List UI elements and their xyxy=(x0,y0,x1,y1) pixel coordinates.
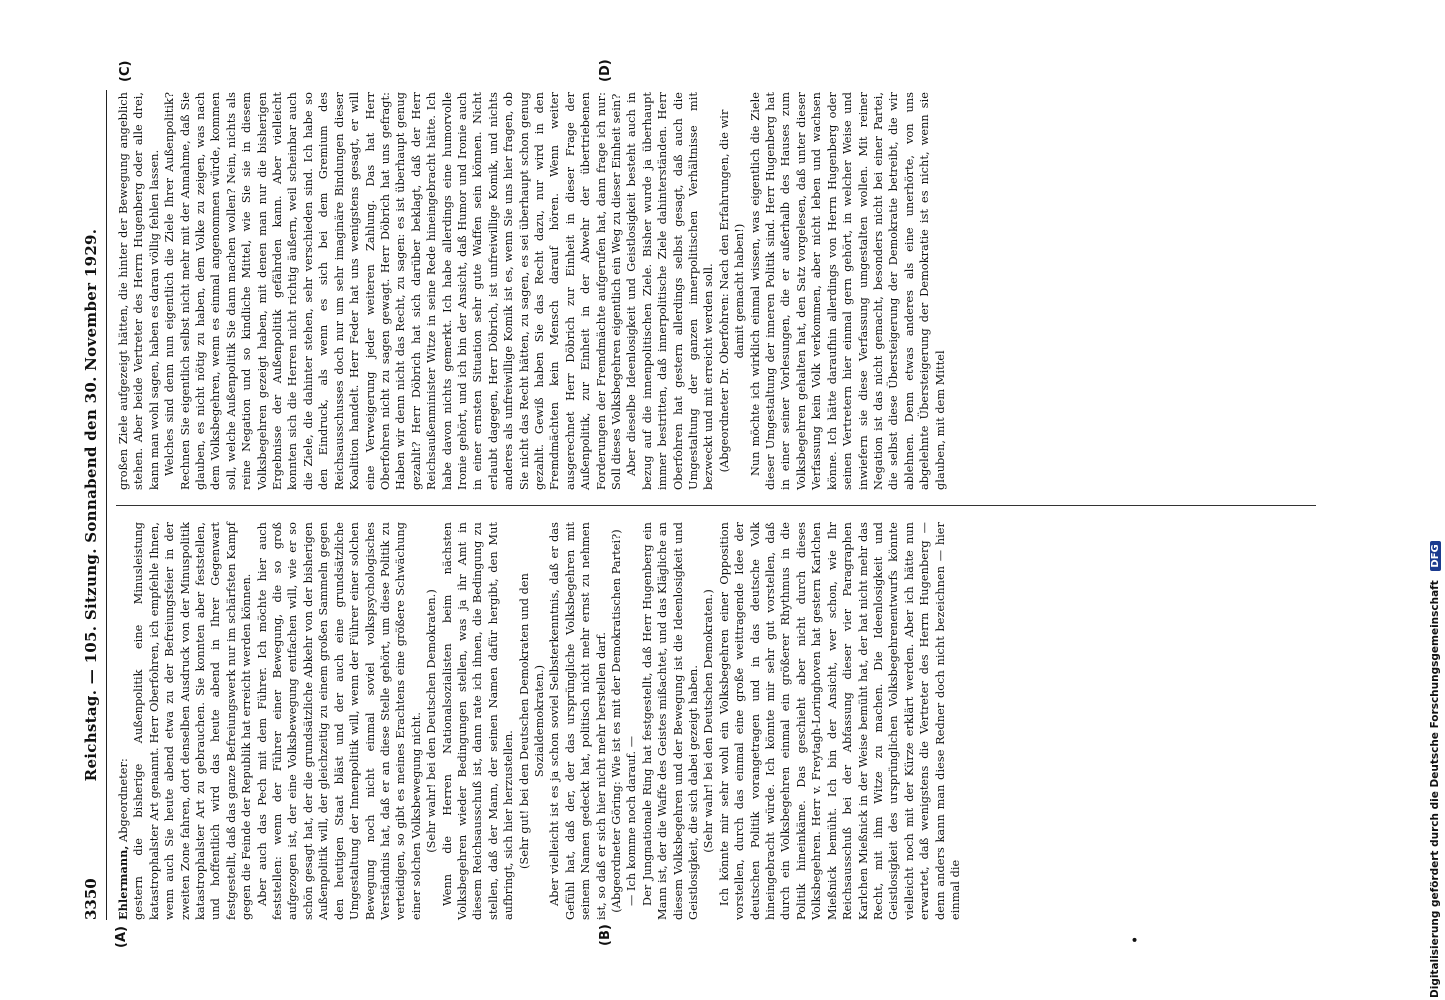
interjection: (Sehr wahr! bei den Deutschen Demokraten.) xyxy=(702,589,716,853)
page-header xyxy=(78,90,107,920)
paragraph: — Ich komme noch darauf. — xyxy=(625,735,639,906)
paragraph: Aber dieselbe Ideenlosigkeit und Geistlosigkeit besteht auch in bezug auf die innenpolitischen Ziele. Bisher wurde ja überhaupt immer bestritten, daß innerpolitische Ziele dahinterständen. Herr Oberfohren hat gestern allerdings selbst gesagt, daß auch die Umgestaltung der ganzen innerpolitischen Verhältnisse mit bezweckt und mit erreicht werden soll. xyxy=(625,92,716,490)
paragraph: Der Jungnationale Ring hat festgestellt, daß Herr Hugenberg ein Mann ist, der die Waffe des Geistes mißachtet, und das Klägliche an diesem Volksbegehren und der Bewegung ist die Ideenlosigkeit und Geistlosigkeit, die sich dabei gezeigt haben. xyxy=(640,522,701,920)
paragraph: Ehlermann, Abgeordneter: xyxy=(116,758,130,920)
paragraph: Ich könnte mir sehr wohl ein Volksbegehren einer Opposition vorstellen, durch das einmal eine große weittragende Idee der deutschen Politik vorangetragen und in das deutsche Volk hineingebracht würde. Ich könnte mir sehr gut vorstellen, daß durch ein Volksbegehren einmal ein größerer Rhythmus in die Politik hineinkäme. Das geschieht aber nicht durch dieses Volksbegehren. Herr v. Freytagh-Loringhoven hat gestern Karlchen Mießnick bemüht. Ich bin der Ansicht, wer schon, wie Ihr Reichsausschuß bei der Abfassung dieser vier Paragraphen Karlchen Mießnick in der Weise bemüht hat, der hat nicht mehr das Recht, mit ihm Witze zu machen. Die Ideenlosigkeit und Geistlosigkeit des ursprünglichen Volksbegehrenentwurfs könnte vielleicht noch mit der Kürze erklärt werden. Aber ich hätte nun erwartet, daß wenigstens die Vertreter des Herrn Hugenberg — denn anders kann man diese Redner doch nicht bezeichnen — hier einmal die xyxy=(717,522,962,920)
paragraph: Wenn die Herren Nationalsozialisten beim nächsten Volksbegehren wieder Bedingungen stellen, was ja ihr Amt in diesem Reichsausschuß ist, dann rate ich ihnen, die Bedingung zu stellen, daß der Mann, der seinen Namen dafür hergibt, den Mut aufbringt, sich hier herzustellen. xyxy=(440,522,516,920)
page-title: Reichstag. — 105. Sitzung. Sonnabend den 30. November 1929. xyxy=(82,228,100,782)
paragraph: gestern die bisherige Außenpolitik eine Minusleistung katastrophalster Art genannt. Herr Oberfohren, ich empfehle Ihnen, wenn auch Sie heute abend etwa zu der Befreiungsfeier in der zweiten Zone fahren, dort denselben Ausdruck von der Minuspolitik katastrophalster Art zu gebrauchen. Sie konnten aber feststellen, und hoffentlich wird das heute abend in Ihrer Gegenwart festgestellt, daß das ganze Befreiungswerk nur im schärfsten Kampf gegen die Feinde der Republik hat erreicht werden können. xyxy=(132,522,254,920)
paragraph: Aber vielleicht ist es ja schon soviel Selbsterkenntnis, daß er das Gefühl hat, daß der, der das ursprüngliche Volksbegehren mit seinem Namen gedeckt hat, politisch nicht mehr ernst zu nehmen ist, so daß er sich hier nicht mehr herstellen darf. xyxy=(548,522,608,920)
rotated-page-scan xyxy=(78,59,1338,948)
dfg-credit-text: Digitalisierung gefördert durch die Deutsche Forschungsgemeinschaft xyxy=(1429,580,1441,998)
column-divider xyxy=(116,505,1316,506)
paragraph: großen Ziele aufgezeigt hätten, die hinter der Bewegung angeblich stehen. Aber beide Vertreter des Herrn Hugenberg oder alle drei, kann man wohl sagen, haben es daran völlig fehlen lassen. xyxy=(117,92,161,490)
right-text-column xyxy=(116,92,948,490)
margin-marker-a: (A) xyxy=(114,926,129,948)
page-number: 3350 xyxy=(82,878,100,920)
paragraph: Nun möchte ich wirklich einmal wissen, was eigentlich die Ziele dieser Umgestaltung der inneren Politik sind. Herr Hugenberg hat in einer seiner Vorlesungen, die er außerhalb des Hauses zum Volksbegehren gehalten hat, den Satz vorgelesen, daß unter dieser Verfassung kein Volk verkommen, aber nicht leben und wachsen könne. Ich hätte daraufhin allerdings von Herrn Hugenberg oder seinen Vertretern hier einmal gern gehört, in welcher Weise und inwiefern sie diese Verfassung umgestalten wollen. Mit reiner Negation ist das nicht gemacht, besonders nicht bei einer Partei, die selbst diese Übersteigerung der Demokratie betreibt, die wir ablehnen. Denn etwas anderes als eine unerhörte, von uns abgelehnte Übersteigerung der Demokratie ist es nicht, wenn sie glauben, mit dem Mittel xyxy=(748,92,947,490)
dfg-logo: DFG xyxy=(1430,541,1441,570)
paragraph: Aber auch das Pech mit dem Führer. Ich möchte hier auch feststellen: wenn der Führer einer Bewegung, die so groß aufgezogen ist, der eine Volksbewegung entfachen will, wie er so schön gesagt hat, der die grundsätzliche Abkehr von der bisherigen Außenpolitik will, der gleichzeitig zu einem großen Sammeln gegen den heutigen Staat bläst und der auch eine grundsätzliche Umgestaltung der Innenpolitik will, wenn der Führer einer solchen Bewegung noch nicht einmal soviel volkspsychologisches Verständnis hat, daß er an diese Stelle gehört, um diese Politik zu verteidigen, so gibt es meines Erachtens eine größere Schwächung einer solchen Volksbewegung nicht. xyxy=(255,522,423,920)
margin-marker-c: (C) xyxy=(118,60,133,82)
margin-bullet-icon: • xyxy=(1128,935,1144,944)
left-text-column xyxy=(116,522,963,920)
interjection: (Abgeordneter Dr. Oberfohren: Nach den Erfahrungen, die wir damit gemacht haben!) xyxy=(717,109,747,473)
margin-marker-d: (D) xyxy=(598,59,613,82)
interjection: (Abgeordneter Göring: Wie ist es mit der Demokratischen Partei?) xyxy=(610,529,623,913)
margin-marker-b: (B) xyxy=(598,924,613,946)
interjection: (Sehr gut! bei den Deutschen Demokraten und den Sozialdemokraten.) xyxy=(517,573,546,869)
dfg-footer xyxy=(1429,8,1445,998)
paragraph: Welches sind denn nun eigentlich die Ziele Ihrer Außenpolitik? Rechnen Sie eigentlich selbst nicht mehr mit der Annahme, daß Sie glauben, es nicht nötig zu haben, dem Volke zu zeigen, was nach dem Volksbegehren, wenn es einmal angenommen würde, kommen soll, welche Außenpolitik Sie dann machen wollen? Nein, nichts als reine Negation und so kindliche Mittel, wie Sie sie in diesem Volksbegehren gezeigt haben, mit denen man nur die bisherigen Ergebnisse der Außenpolitik gefährden kann. Aber vielleicht konnten sich die Herren nicht richtig äußern, weil scheinbar auch die Ziele, die dahinter stehen, sehr verschieden sind. Ich habe so den Eindruck, als wenn es sich bei dem Gremium des Reichsausschusses doch nur um sehr imaginäre Bindungen dieser Koalition handelt. Herr Feder hat uns wenigstens gesagt, er will eine Verweigerung jeder weiteren Zahlung. Das hat Herr Oberfohren nicht zu sagen gewagt. Herr Döbrich hat uns gefragt: Haben wir denn nicht das Recht, zu sagen: es ist überhaupt genug gezahlt? Herr Döbrich hat sich darüber beklagt, daß der Herr Reichsaußenminister Witze in seine Rede hineingebracht hätte. Ich habe davon nichts gemerkt. Ich habe allerdings eine humorvolle Ironie gehört, und ich bin der Ansicht, daß Humor und Ironie auch in einer ernsten Situation sehr gute Waffen sein können. Nicht erlaubt dagegen, Herr Döbrich, ist unfreiwillige Komik, und nichts anderes als unfreiwillige Komik ist es, wenn Sie uns hier fragen, ob Sie nicht das Recht hätten, zu sagen, es sei überhaupt schon genug gezahlt. Gewiß haben Sie das Recht dazu, nur wird in den Fremdmächten kein Mensch darauf hören. Wenn weiter ausgerechnet Herr Döbrich zur Einheit in dieser Frage der Außenpolitik, zur Einheit in der Abwehr der übertriebenen Forderungen der Fremdmächte aufgerufen hat, dann frage ich nur: Soll dieses Volksbegehren eigentlich ein Weg zu dieser Einheit sein? xyxy=(163,92,623,490)
interjection: (Sehr wahr! bei den Deutschen Demokraten.) xyxy=(425,589,439,853)
